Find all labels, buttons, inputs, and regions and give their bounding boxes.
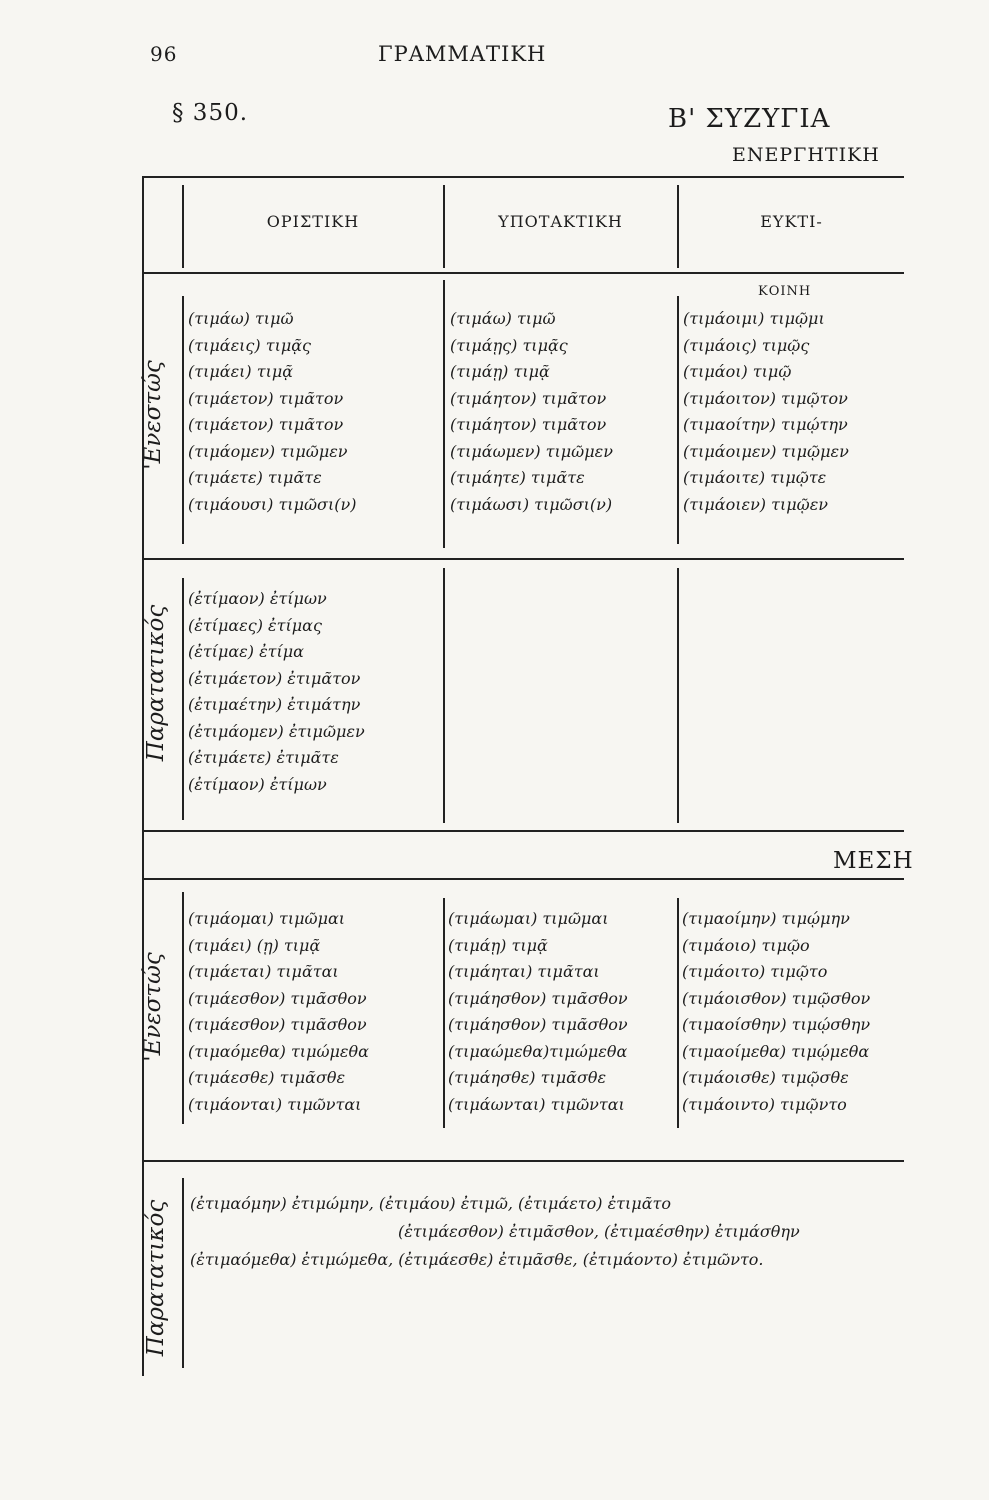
- active-present-left-bracket: [182, 296, 184, 544]
- form: (τιμάουσι) τιμῶσι(ν): [188, 494, 357, 514]
- form: (τιμαόμεθα) τιμώμεθα: [188, 1041, 369, 1061]
- form: (τιμάομαι) τιμῶμαι: [188, 909, 346, 928]
- middle-present-optative-list: [682, 906, 870, 1118]
- middle-present-divider-2: [677, 898, 679, 1128]
- form: (τιμάοισθον) τιμῷσθον: [682, 988, 871, 1008]
- form: (τιμάησθε) τιμᾶσθε: [448, 1068, 607, 1087]
- form: (ἐτίμαες) ἐτίμας: [188, 615, 322, 635]
- active-imperfect-divider-1: [443, 568, 445, 823]
- form: (τιμάοιμεν) τιμῷμεν: [683, 441, 849, 461]
- form: (τιμάεις) τιμᾷς: [188, 335, 312, 355]
- form: (τιμάοις) τιμῷς: [683, 335, 810, 355]
- form: (ἐτιμαέτην) ἐτιμάτην: [188, 695, 361, 714]
- form: (τιμάω) τιμῶ: [188, 309, 294, 328]
- col-header-indicative: ΟΡΙΣΤΙΚΗ: [266, 212, 360, 231]
- active-present-optative-list: [683, 306, 849, 518]
- form: (τιμάεσθον) τιμᾶσθον: [188, 1015, 367, 1034]
- form: (τιμάεσθε) τιμᾶσθε: [188, 1068, 346, 1087]
- voice-middle-heading: ΜΕΣΗ: [833, 848, 914, 874]
- form: (ἐτιμάετε) ἐτιμᾶτε: [188, 748, 339, 767]
- page-number: 96: [150, 42, 178, 66]
- form: (τιμαοίμεθα) τιμῴμεθα: [682, 1041, 870, 1061]
- form: (τιμάωνται) τιμῶνται: [448, 1094, 625, 1114]
- form: (τιμάοιτο) τιμῷτο: [682, 962, 828, 981]
- middle-present-divider-1: [443, 898, 445, 1128]
- form: (τιμάητε) τιμᾶτε: [450, 468, 585, 487]
- active-imperfect-divider-2: [677, 568, 679, 823]
- active-present-bottom-rule: [142, 558, 904, 560]
- form: (τιμάησθον) τιμᾶσθον: [448, 988, 628, 1008]
- section-number: § 350.: [172, 100, 249, 126]
- form: (τιμάοισθε) τιμῷσθε: [682, 1068, 849, 1087]
- form: (τιμαοίτην) τιμῴτην: [683, 415, 848, 434]
- active-present-subjunctive-list: [450, 306, 613, 518]
- form: (τιμάηται) τιμᾶται: [448, 962, 600, 981]
- middle-imperfect-line-1: (ἐτιμαόμην) ἐτιμώμην, (ἐτιμάου) ἐτιμῶ, (ἐτιμάετο) ἐτιμᾶτο: [190, 1194, 671, 1213]
- form: (τιμάεσθον) τιμᾶσθον: [188, 988, 367, 1008]
- row-label-active-present: 'Ενεστώς: [140, 360, 166, 470]
- form: (τιμάωμεν) τιμῶμεν: [450, 441, 613, 461]
- form: (τιμάονται) τιμῶνται: [188, 1094, 362, 1114]
- form: (τιμάῃ) τιμᾷ: [448, 935, 548, 955]
- middle-present-indicative-list: [188, 906, 369, 1118]
- form: (τιμαώμεθα)τιμώμεθα: [448, 1041, 628, 1061]
- header-bottom-rule: [142, 272, 904, 274]
- form: (τιμάοιτε) τιμῷτε: [683, 468, 827, 487]
- running-title: ΓΡΑΜΜΑΤΙΚΗ: [378, 42, 547, 66]
- middle-present-subjunctive-list: [448, 906, 628, 1118]
- middle-present-bottom-rule: [142, 1160, 904, 1162]
- middle-imperfect-line-3: (ἐτιμαόμεθα) ἐτιμώμεθα, (ἐτιμάεσθε) ἐτιμᾶσθε, (ἐτιμάοντο) ἐτιμῶντο.: [190, 1250, 764, 1269]
- form: (ἐτίμαε) ἐτίμα: [188, 642, 304, 661]
- form: (τιμάοιεν) τιμῷεν: [683, 494, 828, 514]
- form: (ἐτίμαον) ἐτίμων: [188, 774, 327, 794]
- form: (τιμάητον) τιμᾶτον: [450, 388, 607, 408]
- form: (τιμάοιτον) τιμῷτον: [683, 388, 848, 408]
- active-imperfect-left-bracket: [182, 578, 184, 820]
- form: (τιμάει) (ῃ) τιμᾷ: [188, 935, 321, 955]
- middle-present-left-bracket: [182, 892, 184, 1124]
- form: (τιμάωμαι) τιμῶμαι: [448, 909, 609, 928]
- form: (τιμάοιντο) τιμῷντο: [682, 1094, 847, 1114]
- optative-sub-heading: ΚΟΙΝΗ: [758, 284, 812, 299]
- form: (τιμάοιμι) τιμῷμι: [683, 309, 825, 328]
- form: (τιμάησθον) τιμᾶσθον: [448, 1015, 628, 1034]
- row-label-middle-imperfect: Παρατατικός: [143, 1199, 169, 1357]
- form: (τιμάετε) τιμᾶτε: [188, 468, 322, 487]
- form: (τιμάῃς) τιμᾷς: [450, 335, 568, 355]
- active-imperfect-bottom-rule: [142, 830, 904, 832]
- middle-imperfect-left-bracket: [182, 1178, 184, 1368]
- form: (τιμαοίσθην) τιμῴσθην: [682, 1015, 871, 1034]
- voice-active-heading: ΕΝΕΡΓΗΤΙΚΗ: [732, 144, 880, 166]
- form: (ἐτιμάετον) ἐτιμᾶτον: [188, 668, 361, 688]
- form: (τιμάω) τιμῶ: [450, 309, 556, 328]
- form: (τιμάητον) τιμᾶτον: [450, 415, 607, 434]
- active-present-divider-1: [443, 280, 445, 548]
- row-label-middle-present: 'Ενεστώς: [140, 952, 166, 1062]
- form: (τιμάομεν) τιμῶμεν: [188, 441, 348, 461]
- form: (τιμάοιο) τιμῷο: [682, 935, 810, 955]
- col-header-subjunctive: ΥΠΟΤΑΚΤΙΚΗ: [498, 212, 623, 231]
- form: (τιμάωσι) τιμῶσι(ν): [450, 494, 613, 514]
- col-header-optative: ΕΥΚΤΙ-: [760, 212, 823, 231]
- form: (τιμάετον) τιμᾶτον: [188, 388, 344, 408]
- form: (ἐτίμαον) ἐτίμων: [188, 589, 327, 608]
- form: (ἐτιμάομεν) ἐτιμῶμεν: [188, 721, 365, 741]
- top-rule: [142, 176, 904, 178]
- active-present-divider-2: [677, 296, 679, 544]
- form: (τιμάει) τιμᾷ: [188, 362, 294, 381]
- form: (τιμαοίμην) τιμῴμην: [682, 909, 850, 928]
- middle-top-rule: [142, 878, 904, 880]
- active-present-indicative-list: [188, 306, 356, 518]
- conjugation-title: Β' ΣΥΖΥΓΙΑ: [668, 104, 831, 134]
- form: (τιμάετον) τιμᾶτον: [188, 415, 344, 434]
- middle-imperfect-line-2: (ἐτιμάεσθον) ἐτιμᾶσθον, (ἐτιμαέσθην) ἐτιμάσθην: [398, 1222, 800, 1241]
- form: (τιμάῃ) τιμᾷ: [450, 362, 550, 381]
- form: (τιμάοι) τιμῷ: [683, 362, 792, 381]
- form: (τιμάεται) τιμᾶται: [188, 962, 339, 981]
- row-label-active-imperfect: Παρατατικός: [143, 604, 169, 762]
- active-imperfect-indicative-list: [188, 586, 365, 798]
